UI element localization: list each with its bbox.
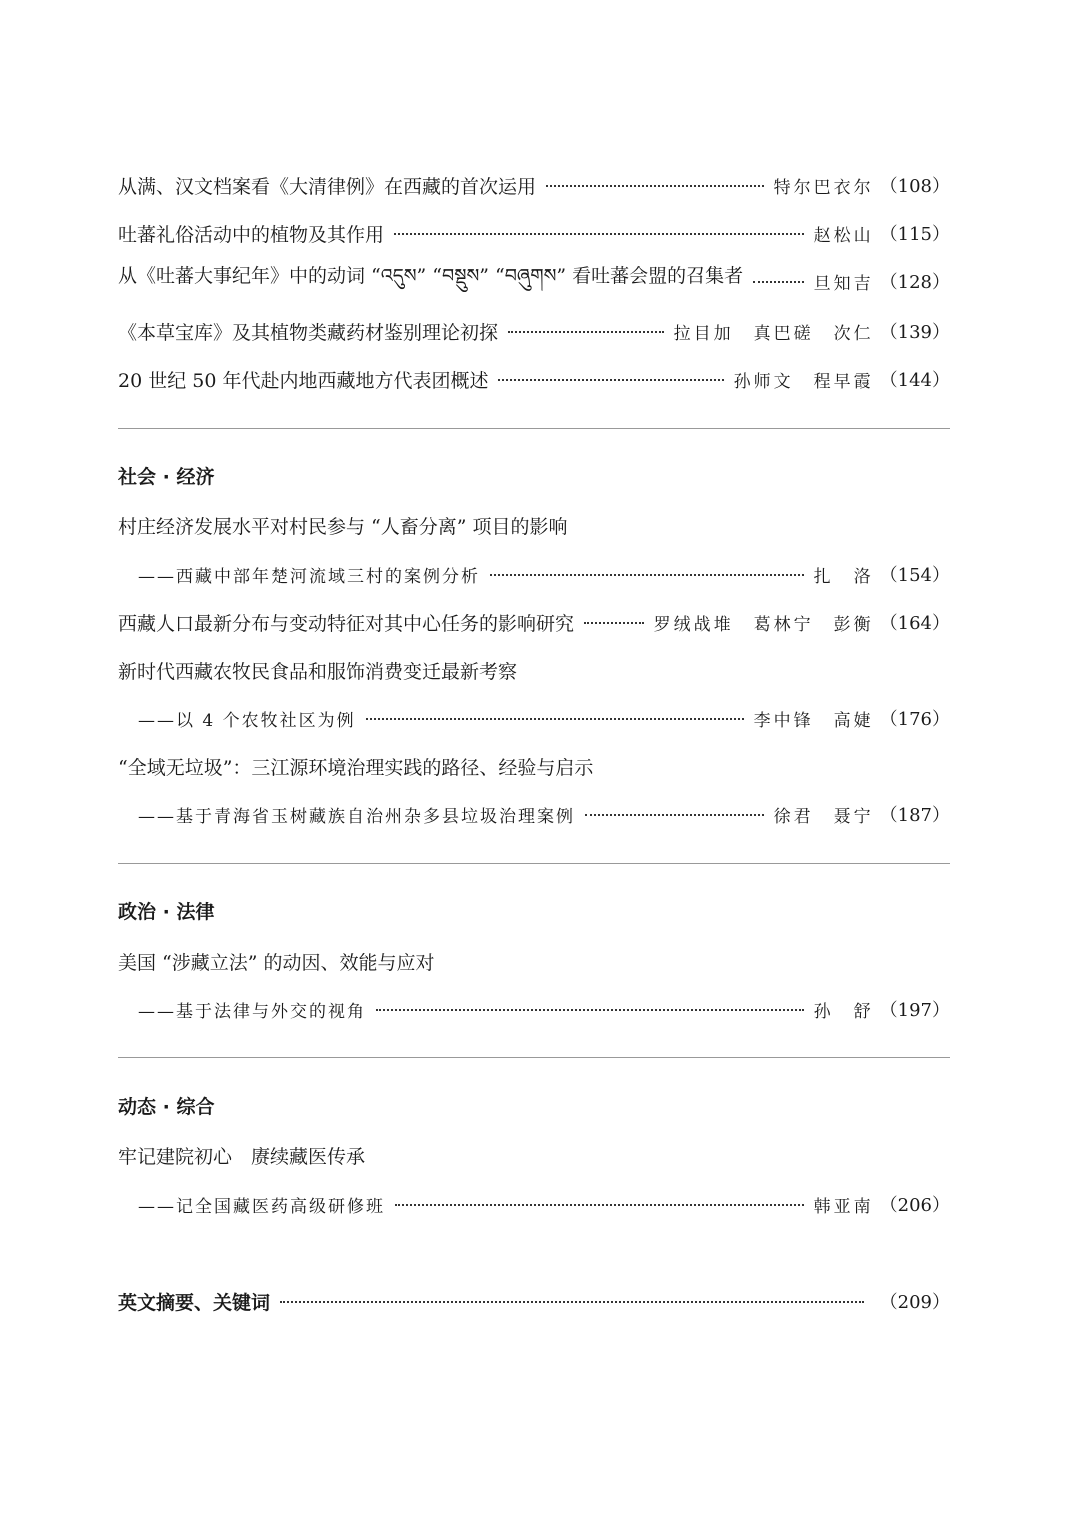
entry-author: 孙 舒	[813, 1001, 874, 1022]
section-heading: 社会 · 经济	[118, 466, 215, 488]
leader-dots	[498, 364, 723, 394]
entry-page: （144）	[879, 370, 950, 391]
entry-title: 新时代西藏农牧民食品和服饰消费变迁最新考察	[118, 660, 518, 683]
entry-title: 吐蕃礼俗活动中的植物及其作用	[118, 223, 385, 246]
toc-entry[interactable]	[118, 170, 950, 200]
entry-page: （115）	[879, 224, 950, 245]
entry-title: 从《吐蕃大事纪年》中的动词 “འདུས” “བསྡུས” “བཞུགས” 看吐蕃会盟的召集者	[118, 265, 744, 287]
section-heading: 动态 · 综合	[118, 1096, 215, 1118]
entry-title: 村庄经济发展水平对村民参与 “人畜分离” 项目的影响	[118, 515, 568, 538]
entry-author: 罗绒战堆 葛林宁 彭衡	[653, 614, 874, 635]
entry-author: 赵松山	[813, 225, 874, 246]
toc-entry[interactable]	[118, 607, 950, 637]
entry-author: 孙师文 程早霞	[733, 371, 874, 392]
toc-entry[interactable]	[118, 218, 950, 248]
toc-entry[interactable]	[118, 316, 950, 346]
entry-title: 英文摘要、关键词	[118, 1291, 271, 1314]
entry-page: （108）	[879, 176, 950, 197]
entry-page: （176）	[879, 709, 950, 730]
entry-page: （187）	[879, 805, 950, 826]
toc-entry-subtitle-line[interactable]	[118, 559, 950, 589]
toc-entry-title-line[interactable]	[118, 751, 950, 781]
entry-author: 徐君 聂宁	[773, 806, 874, 827]
entry-page: （197）	[879, 1000, 950, 1021]
leader-dots	[395, 1189, 804, 1219]
leader-dots	[585, 799, 764, 829]
toc-entry-subtitle-line[interactable]	[118, 1189, 950, 1219]
toc-entry-subtitle-line[interactable]	[118, 799, 950, 829]
entry-subtitle: ——基于青海省玉树藏族自治州杂多县垃圾治理案例	[138, 806, 575, 827]
entry-title: 西藏人口最新分布与变动特征对其中心任务的影响研究	[118, 612, 575, 635]
section-divider	[118, 428, 950, 429]
entry-title: 《本草宝库》及其植物类藏药材鉴别理论初探	[118, 321, 499, 344]
leader-dots	[584, 607, 644, 637]
leader-dots	[508, 316, 664, 346]
entry-title: 美国 “涉藏立法” 的动因、效能与应对	[118, 951, 435, 974]
entry-subtitle: ——以 4 个农牧社区为例	[138, 710, 356, 731]
leader-dots	[490, 559, 804, 589]
entry-page: （206）	[879, 1195, 950, 1216]
entry-title: “全域无垃圾”：三江源环境治理实践的路径、经验与启示	[118, 756, 594, 779]
section-divider	[118, 1057, 950, 1058]
leader-dots	[280, 1286, 864, 1316]
entry-author: 拉目加 真巴磋 次仁	[673, 323, 874, 344]
entry-author: 扎 洛	[813, 566, 874, 587]
entry-title: 从满、汉文档案看《大清律例》在西藏的首次运用	[118, 175, 537, 198]
toc-entry-subtitle-line[interactable]	[118, 703, 950, 733]
entry-author: 旦知吉	[813, 273, 874, 294]
toc-entry-title-line[interactable]	[118, 510, 950, 540]
entry-author: 韩亚南	[813, 1196, 874, 1217]
entry-page: （164）	[879, 613, 950, 634]
toc-entry-title-line[interactable]	[118, 655, 950, 685]
toc-entry-abstracts[interactable]	[118, 1286, 950, 1316]
toc-entry-subtitle-line[interactable]	[118, 994, 950, 1024]
entry-subtitle: ——西藏中部年楚河流域三村的案例分析	[138, 566, 480, 587]
entry-author: 特尔巴衣尔	[773, 177, 874, 198]
entry-title: 牢记建院初心 赓续藏医传承	[118, 1145, 366, 1168]
leader-dots	[376, 994, 804, 1024]
toc-entry[interactable]	[118, 266, 950, 296]
toc-entry[interactable]	[118, 364, 950, 394]
toc-entry-title-line[interactable]	[118, 946, 950, 976]
entry-page: （128）	[879, 272, 950, 293]
entry-subtitle: ——记全国藏医药高级研修班	[138, 1196, 385, 1217]
toc-entry-title-line[interactable]	[118, 1140, 950, 1170]
leader-dots	[366, 703, 744, 733]
entry-page: （154）	[879, 565, 950, 586]
leader-dots	[546, 170, 764, 200]
leader-dots	[753, 266, 803, 296]
entry-page: （209）	[879, 1292, 950, 1313]
section-heading: 政治 · 法律	[118, 901, 215, 923]
leader-dots	[394, 218, 804, 248]
entry-author: 李中锋 高婕	[753, 710, 874, 731]
section-divider	[118, 863, 950, 864]
entry-title: 20 世纪 50 年代赴内地西藏地方代表团概述	[118, 369, 489, 392]
entry-page: （139）	[879, 322, 950, 343]
entry-subtitle: ——基于法律与外交的视角	[138, 1001, 366, 1022]
